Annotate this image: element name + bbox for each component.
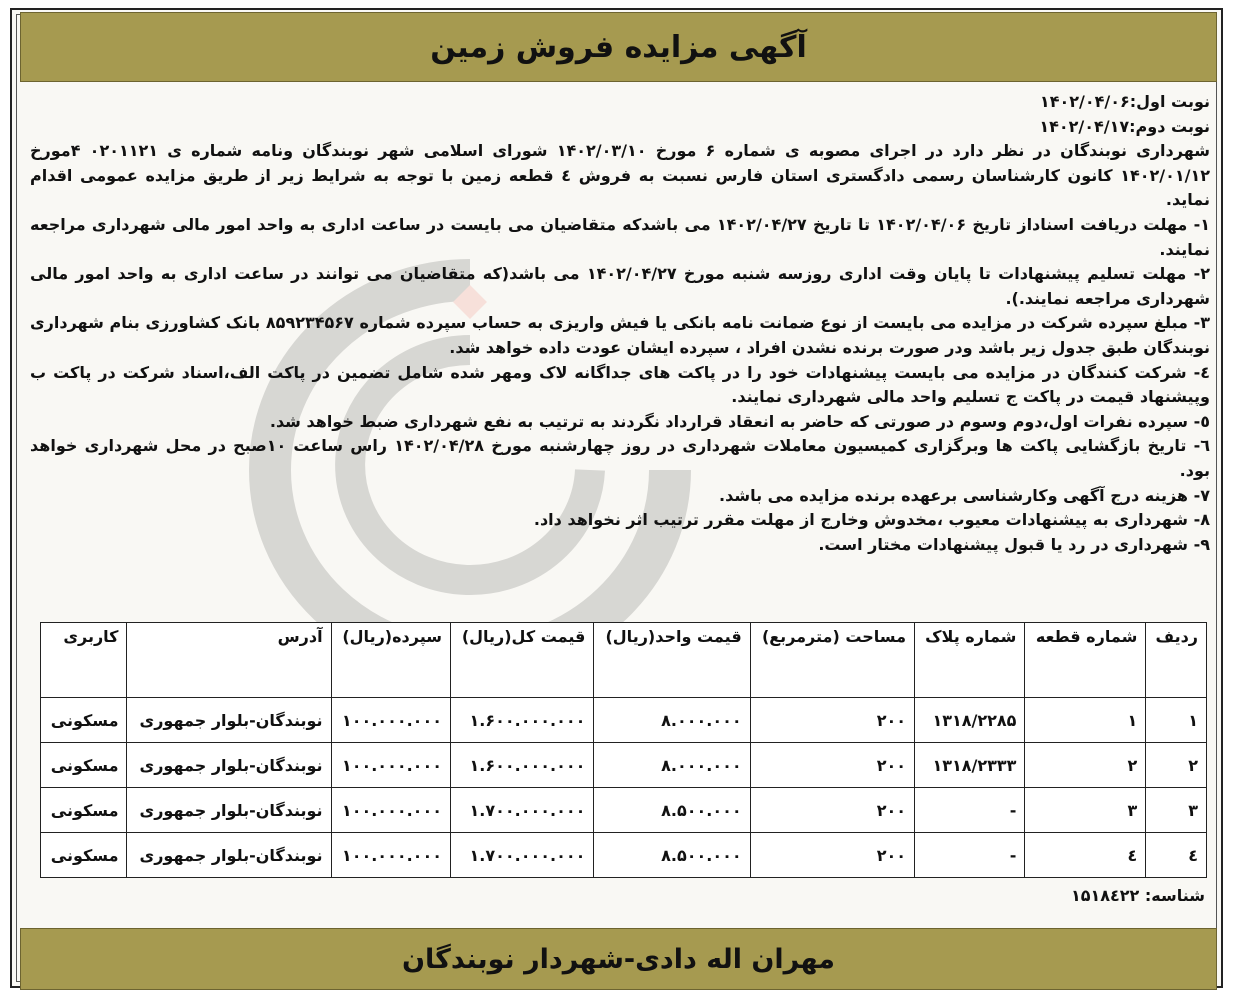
table-row (41, 833, 1207, 878)
table-cell: ۸.۵۰۰.۰۰۰ (594, 833, 750, 878)
table-cell: ۱۳۱۸/۲۳۳۳ (914, 743, 1024, 788)
second-notice-date: نوبت دوم:۱۴۰۲/۰۴/۱۷ (1039, 116, 1210, 136)
table-cell: ۱.۶۰۰.۰۰۰.۰۰۰ (450, 698, 593, 743)
table-cell: ۲۰۰ (750, 788, 914, 833)
table-cell: ۱ (1025, 698, 1146, 743)
table-cell: ۱.۷۰۰.۰۰۰.۰۰۰ (450, 788, 593, 833)
table-header-cell: کاربری (41, 623, 127, 698)
table-header-cell: قیمت کل(ریال) (450, 623, 593, 698)
table-cell: نوبندگان-بلوار جمهوری (127, 833, 331, 878)
table-cell: ۲۰۰ (750, 698, 914, 743)
table-cell: مسکونی (41, 743, 127, 788)
table-cell: ۳ (1146, 788, 1207, 833)
intro-paragraph: شهرداری نوبندگان در نظر دارد در اجرای مصوبه ی شماره ۶ مورخ ۱۴۰۲/۰۳/۱۰ شورای اسلامی شهر نوبندگان ونامه شماره ی ۰۲۰۱۱۲۱ ۴مورخ ۱۴۰۲/۰۱/۱۲ کانون کارشناسان رسمی دادگستری استان فارس نسبت به فروش ٤ قطعه زمین با توجه به شرایط زیر از طریق مزایده عمومی اقدام نماید. (30, 141, 1211, 210)
table-cell: مسکونی (41, 833, 127, 878)
table-cell: ۱ (1146, 698, 1207, 743)
table-cell: نوبندگان-بلوار جمهوری (127, 698, 331, 743)
condition-item: ۸- شهرداری به پیشنهادات معیوب ،مخدوش وخارج از مهلت مقرر ترتیب اثر نخواهد داد. (533, 510, 1210, 530)
table-cell: مسکونی (41, 788, 127, 833)
table-cell: ۱۰۰.۰۰۰.۰۰۰ (331, 788, 450, 833)
ad-body (30, 90, 1210, 557)
table-cell: ٤ (1025, 833, 1146, 878)
table-row (41, 698, 1207, 743)
first-notice-date: نوبت اول:۱۴۰۲/۰۴/۰۶ (1039, 92, 1210, 111)
table-header-cell: آدرس (127, 623, 331, 698)
condition-item: ۱- مهلت دریافت اسناداز تاریخ ۱۴۰۲/۰۴/۰۶ تا تاریخ ۱۴۰۲/۰۴/۲۷ می باشدکه متقاضیان می بایست در ساعت اداری به واحد امور مالی شهرداری مراجعه نمایند. (30, 214, 1211, 259)
table-cell: - (914, 833, 1024, 878)
table-header-row (41, 623, 1207, 698)
table-cell: ۱۰۰.۰۰۰.۰۰۰ (331, 833, 450, 878)
table-cell: مسکونی (41, 698, 127, 743)
lots-table (40, 622, 1207, 878)
table-cell: ۸.۰۰۰.۰۰۰ (594, 743, 750, 788)
table-row (41, 743, 1207, 788)
table-cell: ٤ (1146, 833, 1207, 878)
table-header-cell: مساحت (مترمربع) (750, 623, 914, 698)
condition-item: ۹- شهرداری در رد یا قبول پیشنهادات مختار است. (818, 534, 1210, 554)
condition-item: ۲- مهلت تسلیم پیشنهادات تا پایان وقت اداری روزسه شنبه مورخ ۱۴۰۲/۰۴/۲۷ می باشد(که متقاضیان می توانند در ساعت اداری به واحد امور مالی شهرداری مراجعه نمایند.). (30, 264, 1211, 308)
table-cell: ۱۳۱۸/۲۲۸۵ (914, 698, 1024, 743)
condition-item: ٥- سپرده نفرات اول،دوم وسوم در صورتی که حاضر به انعقاد قرارداد نگردند به ترتیب به نفع شهرداری ضبط خواهد شد. (269, 411, 1210, 431)
table-cell: - (914, 788, 1024, 833)
table-cell: نوبندگان-بلوار جمهوری (127, 788, 331, 833)
table-cell: ۲ (1025, 743, 1146, 788)
mayor-signature: مهران اله دادی-شهردار نوبندگان (401, 943, 836, 975)
table-cell: ۱.۶۰۰.۰۰۰.۰۰۰ (450, 743, 593, 788)
table-body (41, 698, 1207, 878)
table-cell: ۱۰۰.۰۰۰.۰۰۰ (331, 698, 450, 743)
table-header-cell: ردیف (1146, 623, 1207, 698)
table-row (41, 788, 1207, 833)
conditions-list (30, 213, 1210, 557)
condition-item: ۷- هزینه درج آگهی وکارشناسی برعهده برنده مزایده می باشد. (719, 485, 1210, 505)
table-header-cell: شماره پلاک (914, 623, 1024, 698)
table-header-cell: سپرده(ریال) (331, 623, 450, 698)
table-header-cell: شماره قطعه (1025, 623, 1146, 698)
table-cell: ۱۰۰.۰۰۰.۰۰۰ (331, 743, 450, 788)
table-cell: ۲۰۰ (750, 743, 914, 788)
table-cell: ۱.۷۰۰.۰۰۰.۰۰۰ (450, 833, 593, 878)
table-cell: ۲ (1146, 743, 1207, 788)
ad-title: آگهی مزایده فروش زمین (430, 29, 807, 65)
table-cell: ۳ (1025, 788, 1146, 833)
table-cell: ۸.۵۰۰.۰۰۰ (594, 788, 750, 833)
condition-item: ٤- شرکت کنندگان در مزایده می بایست پیشنهادات خود را در پاکت های جداگانه لاک ومهر شده شامل تضمین در پاکت الف،اسناد شرکت در پاکت ب وپیشنهاد قیمت در پاکت ج تسلیم واحد مالی شهرداری نمایند. (30, 362, 1210, 407)
table-cell: ۲۰۰ (750, 833, 914, 878)
table-cell: ۸.۰۰۰.۰۰۰ (594, 698, 750, 743)
condition-item: ۳- مبلغ سپرده شرکت در مزایده می بایست از نوع ضمانت نامه بانکی یا فیش واریزی به حساب سپرده شماره ۸۵۹۲۳۴۵۶۷ بانک کشاورزی بنام شهرداری نوبندگان طبق جدول زیر باشد ودر صورت برنده نشدن افراد ، سپرده ایشان عودت داده خواهد شد. (30, 313, 1211, 357)
table-cell: نوبندگان-بلوار جمهوری (127, 743, 331, 788)
signature-banner (20, 928, 1217, 990)
ad-id: شناسه: ۱۵۱۸٤۲۲ (1070, 886, 1205, 905)
condition-item: ٦- تاریخ بازگشایی پاکت ها وبرگزاری کمیسیون معاملات شهرداری در روز چهارشنبه مورخ ۱۴۰۲/۰۴/۲۸ راس ساعت ۱۰صبح در محل شهرداری خواهد بود. (30, 436, 1210, 480)
title-banner (20, 12, 1217, 82)
table-header-cell: قیمت واحد(ریال) (594, 623, 750, 698)
